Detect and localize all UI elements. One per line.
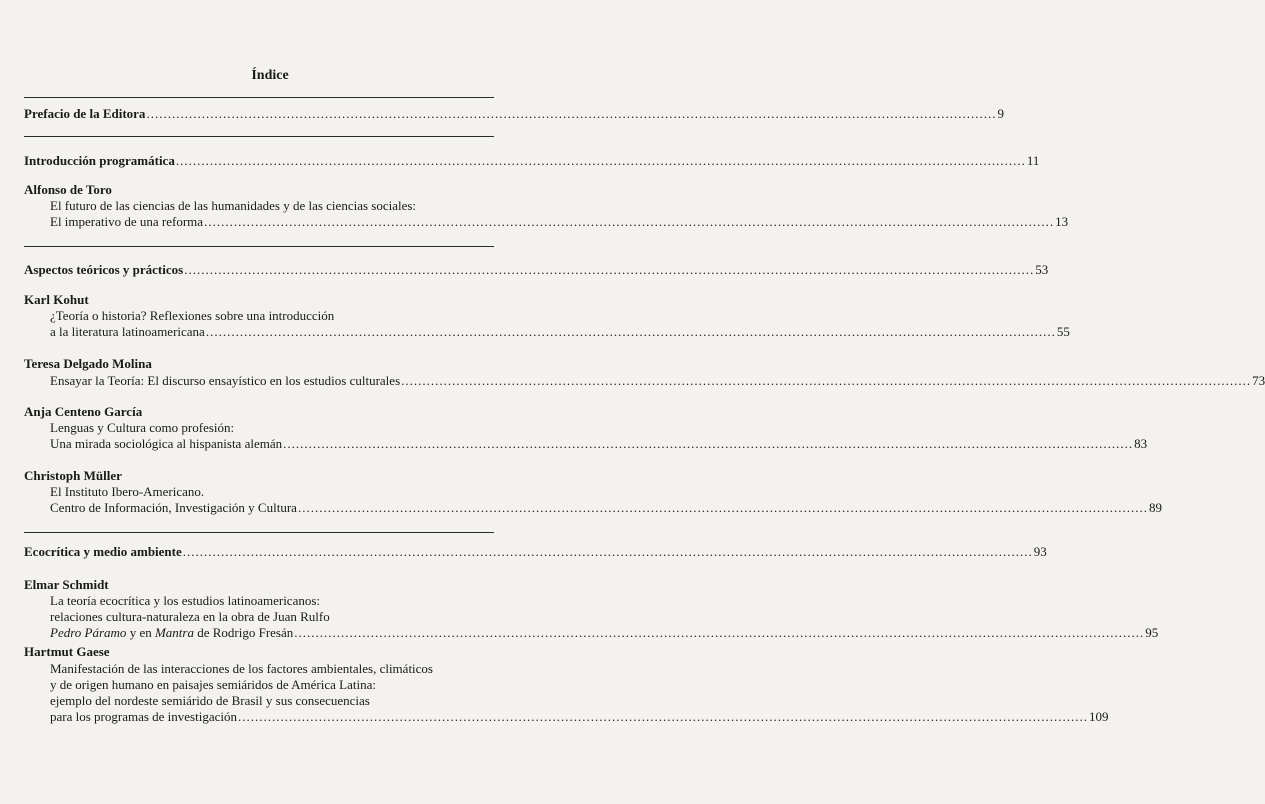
section-rule <box>24 532 494 533</box>
section-rule <box>24 136 494 137</box>
toc-entry-ecocritica[interactable] <box>24 544 1047 560</box>
toc-entry-muller[interactable] <box>50 500 1162 516</box>
author-name: Hartmut Gaese <box>24 644 110 659</box>
author-name: Karl Kohut <box>24 292 89 307</box>
leader-dots: ........................................................................................................................................................................................................ <box>283 436 1134 451</box>
page-number: 89 <box>1148 500 1162 515</box>
toc-entry-prefacio[interactable] <box>24 106 1004 122</box>
author-name: Elmar Schmidt <box>24 577 109 592</box>
toc-entry-centeno[interactable] <box>50 436 1148 452</box>
entry-line: ¿Teoría o historia? Reflexiones sobre una introducción <box>50 308 335 323</box>
top-rule <box>24 97 494 98</box>
entry-text: de Rodrigo Fresán <box>193 625 294 640</box>
toc-entry-kohut[interactable] <box>50 324 1070 340</box>
entry-title: Prefacio de la Editora <box>24 106 146 121</box>
page-number: 53 <box>1035 262 1049 277</box>
leader-dots: ........................................................................................................................................................................................................ <box>175 153 1026 168</box>
entry-line: La teoría ecocrítica y los estudios latinoamericanos: <box>50 593 321 608</box>
leader-dots: ........................................................................................................................................................................................................ <box>184 262 1035 277</box>
toc-entry-toro[interactable] <box>50 214 1069 230</box>
entry-text: y en <box>126 625 155 640</box>
entry-line: Lenguas y Cultura como profesión: <box>50 420 235 435</box>
entry-title: Centro de Información, Investigación y Cultura <box>50 500 297 515</box>
author-name: Teresa Delgado Molina <box>24 356 152 371</box>
page-number: 13 <box>1055 214 1069 229</box>
entry-title: Introducción programática <box>24 153 175 168</box>
entry-title: para los programas de investigación <box>50 709 237 724</box>
author-name: Anja Centeno García <box>24 404 143 419</box>
entry-title: Ensayar la Teoría: El discurso ensayístico en los estudios culturales <box>50 373 401 388</box>
page-number: 11 <box>1026 153 1040 168</box>
entry-line: El Instituto Ibero-Americano. <box>50 484 205 499</box>
leader-dots: ........................................................................................................................................................................................................ <box>205 324 1056 339</box>
toc-entry-delgado[interactable] <box>50 373 1265 389</box>
leader-dots: ........................................................................................................................................................................................................ <box>238 709 1088 724</box>
leader-dots: ........................................................................................................................................................................................................ <box>146 106 997 121</box>
leader-dots: ........................................................................................................................................................................................................ <box>204 214 1055 229</box>
entry-title <box>50 625 293 641</box>
author-name: Christoph Müller <box>24 468 122 483</box>
entry-line: y de origen humano en paisajes semiáridos de América Latina: <box>50 677 376 692</box>
toc-entry-aspectos[interactable] <box>24 262 1049 278</box>
entry-line: relaciones cultura-naturaleza en la obra de Juan Rulfo <box>50 609 330 624</box>
leader-dots: ........................................................................................................................................................................................................ <box>182 544 1033 559</box>
page-title: Índice <box>251 68 289 83</box>
toc-entry-gaese[interactable] <box>50 709 1109 725</box>
entry-line: ejemplo del nordeste semiárido de Brasil y sus consecuencias <box>50 693 370 708</box>
page-number: 93 <box>1033 544 1047 559</box>
entry-title: Una mirada sociológica al hispanista alemán <box>50 436 283 451</box>
page-number: 9 <box>997 106 1004 121</box>
work-title: Pedro Páramo <box>50 625 127 640</box>
entry-title: a la literatura latinoamericana <box>50 324 205 339</box>
toc-entry-schmidt[interactable] <box>50 625 1159 641</box>
section-rule <box>24 246 494 247</box>
page-number: 73 <box>1252 373 1265 388</box>
entry-title: Aspectos teóricos y prácticos <box>24 262 184 277</box>
entry-title: El imperativo de una reforma <box>50 214 204 229</box>
leader-dots: ........................................................................................................................................................................................................ <box>294 625 1145 640</box>
author-name: Alfonso de Toro <box>24 182 112 197</box>
page-number: 109 <box>1089 709 1109 724</box>
work-title: Mantra <box>154 625 194 640</box>
page-number: 83 <box>1134 436 1148 451</box>
page-number: 95 <box>1145 625 1159 640</box>
entry-title: Ecocrítica y medio ambiente <box>24 544 182 559</box>
leader-dots: ........................................................................................................................................................................................................ <box>401 373 1252 388</box>
leader-dots: ........................................................................................................................................................................................................ <box>297 500 1148 515</box>
toc-entry-introduccion[interactable] <box>24 153 1040 169</box>
entry-line: El futuro de las ciencias de las humanidades y de las ciencias sociales: <box>50 198 417 213</box>
page-number: 55 <box>1056 324 1070 339</box>
entry-line: Manifestación de las interacciones de los factores ambientales, climáticos <box>50 661 433 676</box>
